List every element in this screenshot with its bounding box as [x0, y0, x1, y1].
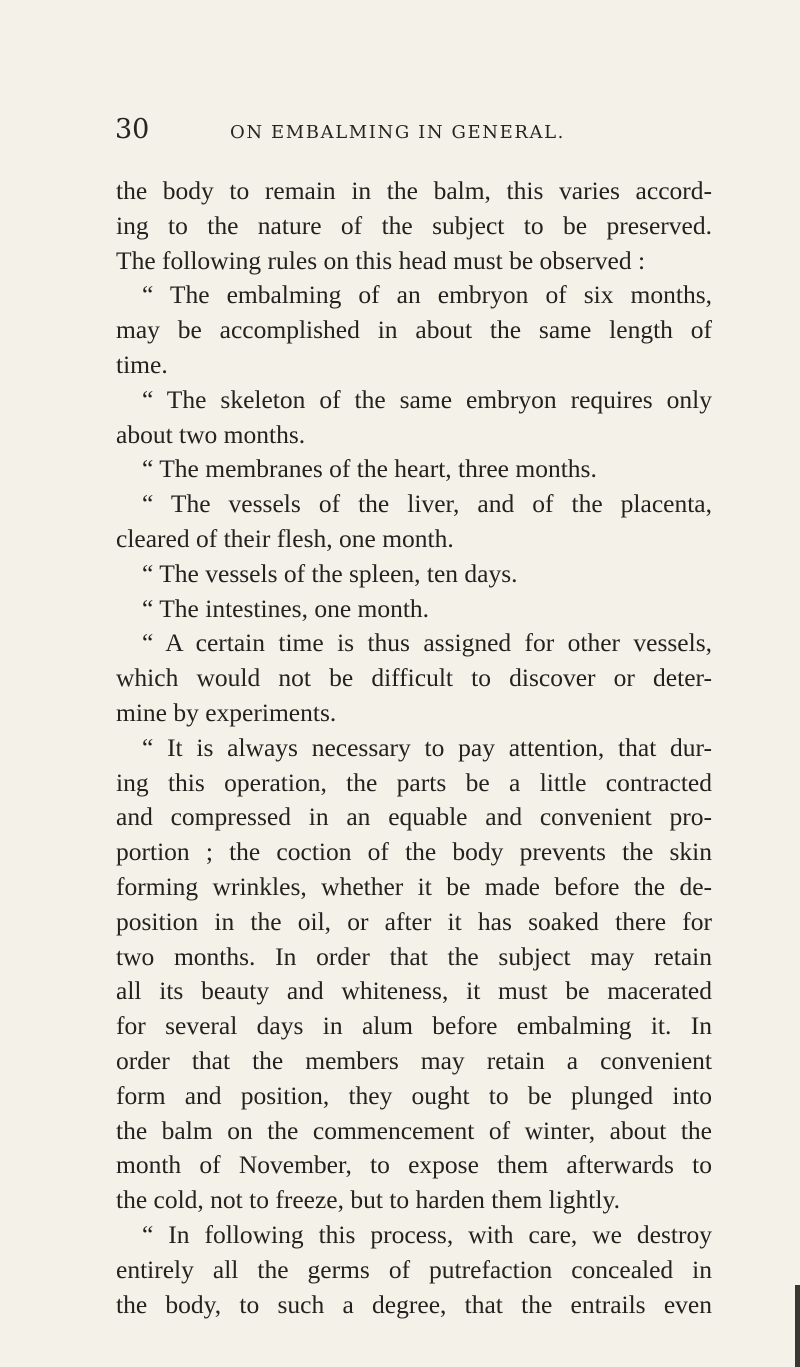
page-number: 30	[115, 114, 150, 145]
text-line: “ It is always necessary to pay attention, that dur-	[142, 732, 712, 762]
text-line: The following rules on this head must be observed :	[116, 245, 646, 275]
text-line: position in the oil, or after it has soaked there for	[116, 906, 712, 936]
text-line: time.	[116, 349, 168, 379]
text-line: entirely all the germs of putrefaction concealed in	[116, 1254, 712, 1284]
text-line: month of November, to expose them afterwards to	[116, 1150, 712, 1180]
text-line: “ The vessels of the spleen, ten days.	[142, 558, 518, 588]
text-line: the cold, not to freeze, but to harden them lightly.	[116, 1185, 620, 1215]
page-header	[0, 114, 800, 154]
text-line: “ The skeleton of the same embryon requires only	[142, 384, 712, 414]
text-line: “ A certain time is thus assigned for other vessels,	[142, 628, 712, 658]
text-line: form and position, they ought to be plunged into	[116, 1080, 712, 1110]
text-line: about two months.	[116, 419, 306, 449]
text-line: the body, to such a degree, that the entrails even	[116, 1289, 712, 1319]
text-line: cleared of their flesh, one month.	[116, 523, 454, 553]
text-line: “ The membranes of the heart, three months.	[142, 454, 597, 484]
text-line: “ The vessels of the liver, and of the placenta,	[142, 489, 712, 519]
text-line: order that the members may retain a convenient	[116, 1045, 712, 1075]
text-line: all its beauty and whiteness, it must be macerated	[116, 976, 712, 1006]
text-line: and compressed in an equable and convenient pro-	[116, 802, 712, 832]
text-line: “ In following this process, with care, we destroy	[142, 1219, 712, 1249]
text-line: “ The embalming of an embryon of six months,	[142, 280, 712, 310]
text-line: ing this operation, the parts be a little contracted	[116, 767, 712, 797]
text-line: mine by experiments.	[116, 697, 337, 727]
text-line: two months. In order that the subject may retain	[116, 941, 712, 971]
running-head: ON EMBALMING IN GENERAL.	[230, 122, 565, 143]
body-text	[116, 174, 712, 1322]
text-line: ing to the nature of the subject to be preserved.	[116, 210, 712, 240]
text-line: portion ; the coction of the body prevents the skin	[116, 837, 712, 867]
text-line: which would not be difficult to discover or deter-	[116, 663, 712, 693]
text-line: forming wrinkles, whether it be made before the de-	[116, 871, 712, 901]
text-line: the body to remain in the balm, this varies accord-	[116, 176, 712, 205]
text-line: may be accomplished in about the same length of	[116, 315, 712, 345]
text-line: for several days in alum before embalming it. In	[116, 1011, 712, 1041]
page-edge-mark	[795, 1285, 800, 1367]
text-line: the balm on the commencement of winter, about the	[116, 1115, 712, 1145]
text-line: “ The intestines, one month.	[142, 593, 430, 623]
